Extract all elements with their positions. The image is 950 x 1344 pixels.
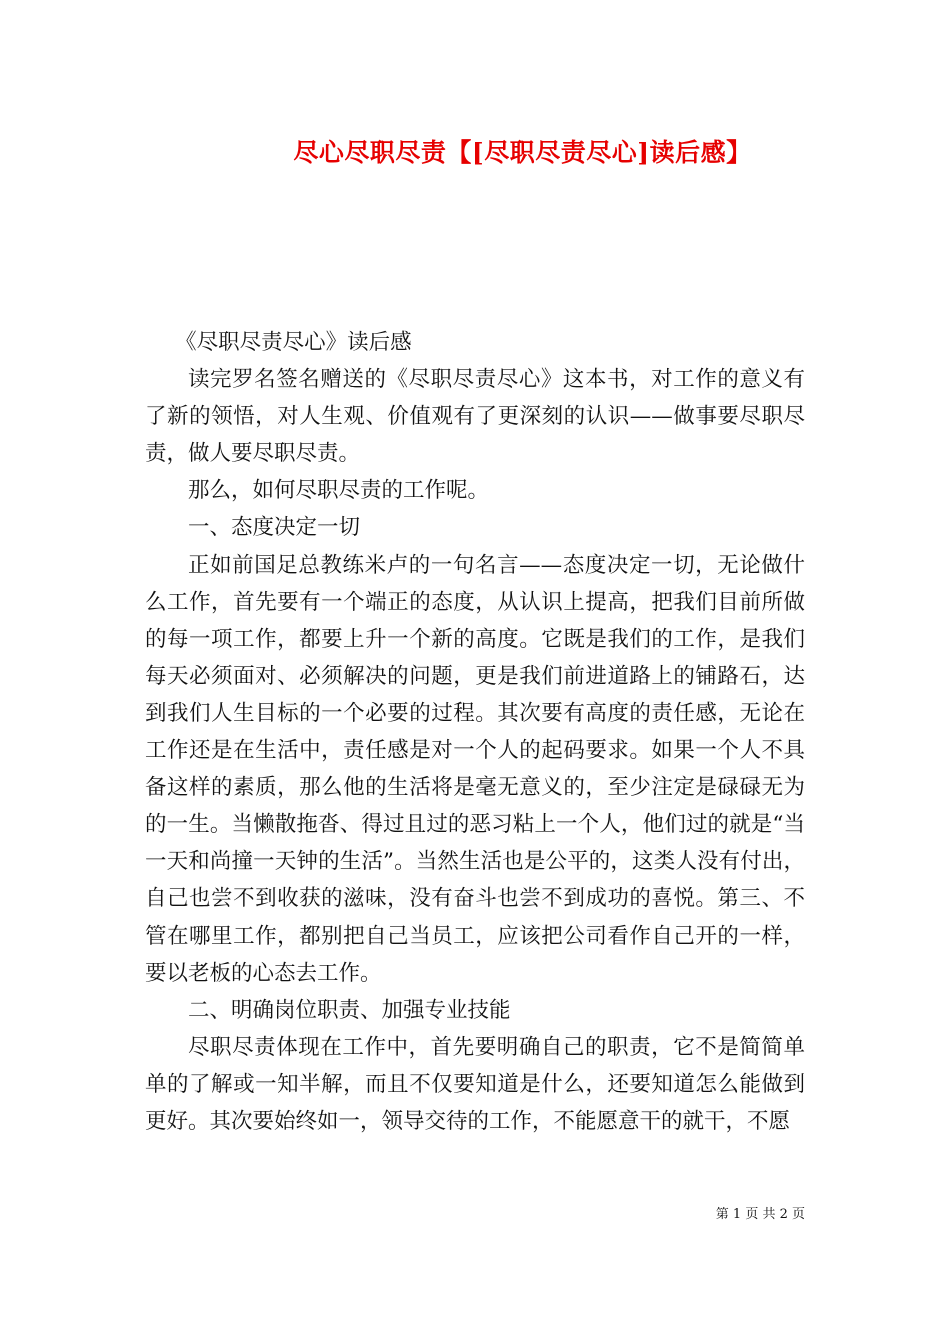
paragraph-question: 那么，如何尽职尽责的工作呢。 xyxy=(188,478,490,504)
document-subtitle: 《尽职尽责尽心》读后感 xyxy=(175,330,412,355)
paragraph-attitude: 正如前国足总教练米卢的一句名言——态度决定一切，无论做什么工作，首先要有一个端正的态度，从认识上提高，把我们目前所做的每一项工作，都要上升一个新的高度。它既是我们的工作，是我们每天必须面对、必须解决的问题，更是我们前进道路上的铺路石，达到我们人生目标的一个必要的过程。其次要有高度的责任感，无论在工作还是在生活中，责任感是对一个人的起码要求。如果一个人不具备这样的素质，那么他的生活将是毫无意义的，至少注定是碌碌无为的一生。当懒散拖沓、得过且过的恶习粘上一个人，他们过的就是“当一天和尚撞一天钟的生活”。当然生活也是公平的，这类人没有付出，自己也尝不到收获的滋味，没有奋斗也尝不到成功的喜悦。第三、不管在哪里工作，都别把自己当员工，应该把公司看作自己开的一样，要以老板的心态去工作。 xyxy=(145,552,805,986)
paragraph-intro: 读完罗名签名赠送的《尽职尽责尽心》这本书，对工作的意义有了新的领悟，对人生观、价值观有了更深刻的认识——做事要尽职尽责，做人要尽职尽责。 xyxy=(145,367,805,467)
page-footer: 第 1 页 共 2 页 xyxy=(715,1207,805,1222)
section-heading-duties: 二、明确岗位职责、加强专业技能 xyxy=(188,997,511,1023)
section-heading-attitude: 一、态度决定一切 xyxy=(188,515,361,541)
document-title: 尽心尽职尽责【[尽职尽责尽心]读后感】 xyxy=(293,138,752,167)
paragraph-duties: 尽职尽责体现在工作中，首先要明确自己的职责，它不是简简单单的了解或一知半解，而且不仅要知道是什么，还要知道怎么能做到更好。其次要始终如一，领导交待的工作，不能愿意干的就干，不愿 xyxy=(145,1034,805,1134)
document-body xyxy=(145,324,805,1140)
